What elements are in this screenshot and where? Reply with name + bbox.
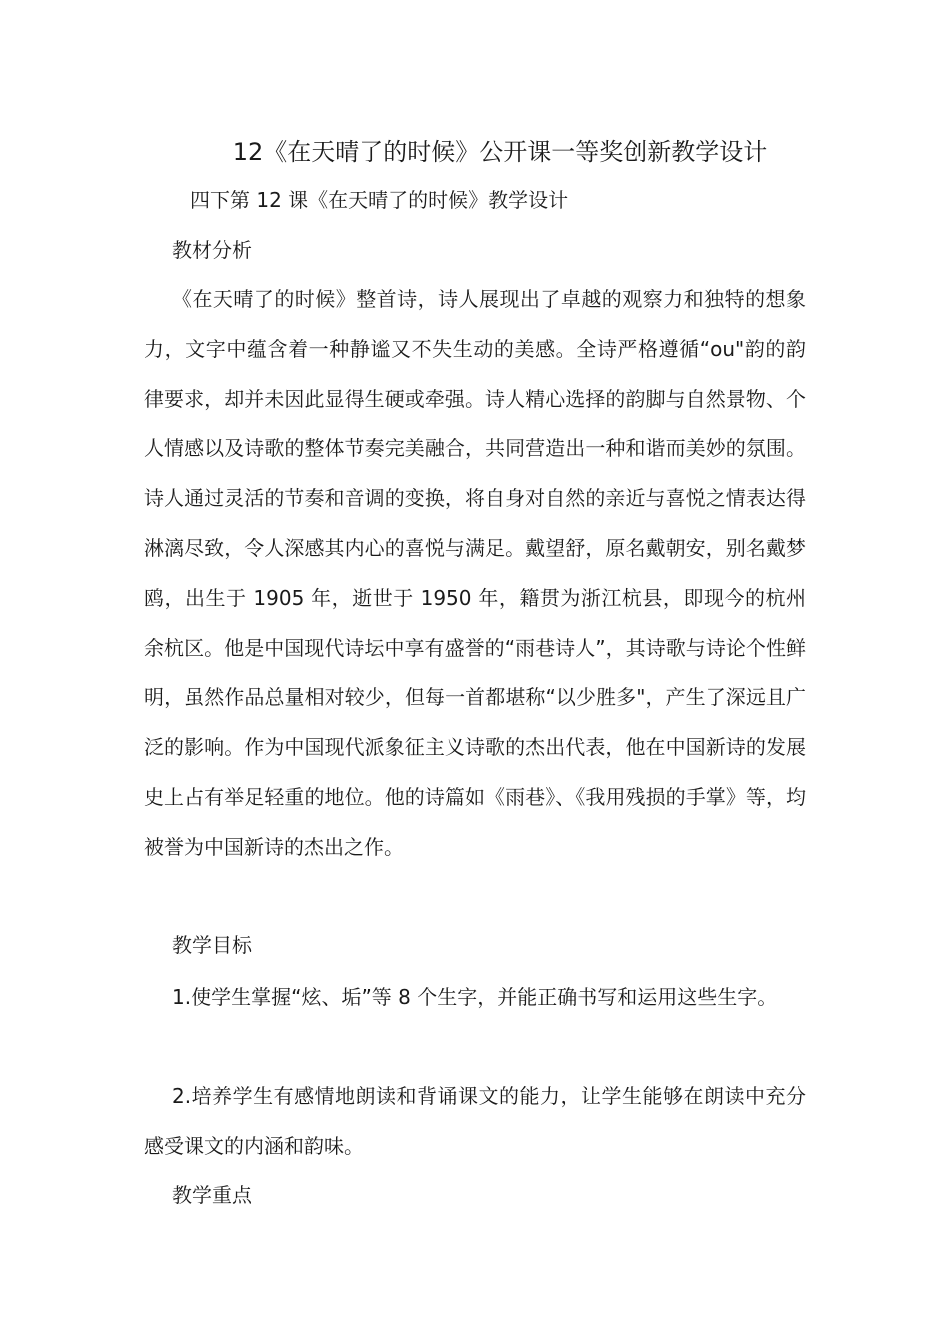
- analysis-paragraph: 《在天晴了的时候》整首诗，诗人展现出了卓越的观察力和独特的想象力，文字中蕴含着一种静谧又不失生动的美感。全诗严格遵循“ou"韵的韵律要求，却并未因此显得生硬或牵强。诗人精心选择的韵脚与自然景物、个人情感以及诗歌的整体节奏完美融合，共同营造出一种和谐而美妙的氛围。诗人通过灵活的节奏和音调的变换，将自身对自然的亲近与喜悦之情表达得淋漓尽致，令人深感其内心的喜悦与满足。戴望舒，原名戴朝安，别名戴梦鸥，出生于 1905 年，逝世于 1950 年，籍贯为浙江杭县，即现今的杭州余杭区。他是中国现代诗坛中享有盛誉的“雨巷诗人”，其诗歌与诗论个性鲜明，虽然作品总量相对较少，但每一首都堪称“以少胜多"，产生了深远且广泛的影响。作为中国现代派象征主义诗歌的杰出代表，他在中国新诗的发展史上占有举足轻重的地位。他的诗篇如《雨巷》、《我用残损的手掌》等，均被誉为中国新诗的杰出之作。: [144, 287, 806, 859]
- document-subtitle: 四下第 12 课《在天晴了的时候》教学设计: [190, 188, 569, 212]
- section-heading-goals: 教学目标: [172, 933, 252, 957]
- section-heading-analysis: 教材分析: [172, 238, 252, 262]
- document-title: 12《在天晴了的时候》公开课一等奖创新教学设计: [232, 138, 768, 166]
- goal-item-2: 2.培养学生有感情地朗读和背诵课文的能力，让学生能够在朗读中充分感受课文的内涵和韵味。: [144, 1084, 806, 1158]
- section-heading-key-points: 教学重点: [172, 1183, 252, 1207]
- goal-item-1: 1.使学生掌握“炫、垢”等 8 个生字，并能正确书写和运用这些生字。: [172, 985, 778, 1009]
